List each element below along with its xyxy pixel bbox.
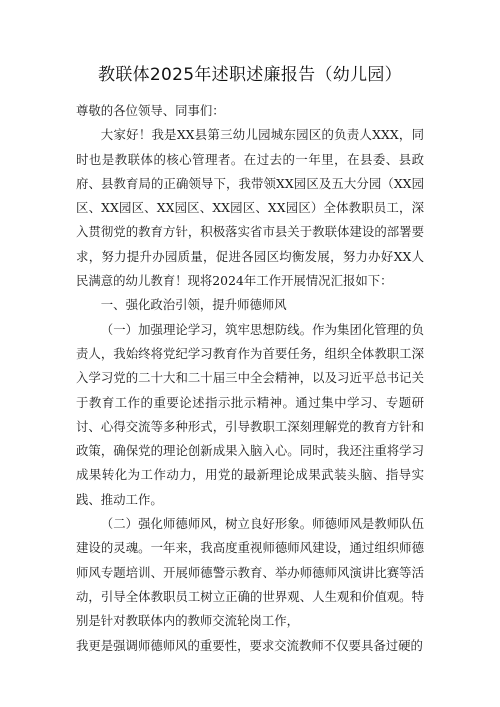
paragraph-theory-study: （一）加强理论学习，筑牢思想防线。作为集团化管理的负责人，我始终将党纪学习教育作为首要任务，组织全体教职工深入学习党的二十大和二十届三中全会精神，以及习近平总书记关于教育工作的重要论述指示批示精神。通过集中学习、专题研讨、心得交流等多种形式，引导教职工深刻理解党的教育方针和政策，确保党的理论创新成果入脑入心。同时，我还注重将学习成果转化为工作动力，用党的最新理论成果武装头脑、指导实践、推动工作。 bbox=[76, 321, 424, 507]
paragraph-continued: 我更是强调师德师风的重要性，要求交流教师不仅要具备过硬的 bbox=[76, 637, 423, 653]
greeting-paragraph: 尊敬的各位领导、同事们： bbox=[76, 103, 225, 118]
document-body bbox=[76, 99, 424, 658]
paragraph-teacher-ethics: （二）强化师德师风，树立良好形象。师德师风是教师队伍建设的灵魂。一年来，我高度重视师德师风建设，通过组织师德师风专题培训、开展师德警示教育、举办师德师风演讲比赛等活动，引导全体教职员工树立正确的世界观、人生观和价值观。特别是针对教联体内的教师交流轮岗工作， bbox=[76, 516, 424, 629]
intro-paragraph: 大家好！我是XX县第三幼儿园城东园区的负责人XXX，同时也是教联体的核心管理者。在过去的一年里，在县委、县政府、县教育局的正确领导下，我带领XX园区及五大分园（XX园区、XX园区、XX园区、XX园区、XX园区）全体教职员工，深入贯彻党的教育方针，积极落实省市县关于教联体建设的部署要求，努力提升办园质量，促进各园区均衡发展，努力办好XX人民满意的幼儿教育！现将2024年工作开展情况汇报如下： bbox=[76, 127, 424, 289]
section-heading-1: 一、强化政治引领，提升师德师风 bbox=[100, 297, 287, 313]
document-title: 教联体2025年述职述廉报告（幼儿园） bbox=[98, 65, 402, 85]
